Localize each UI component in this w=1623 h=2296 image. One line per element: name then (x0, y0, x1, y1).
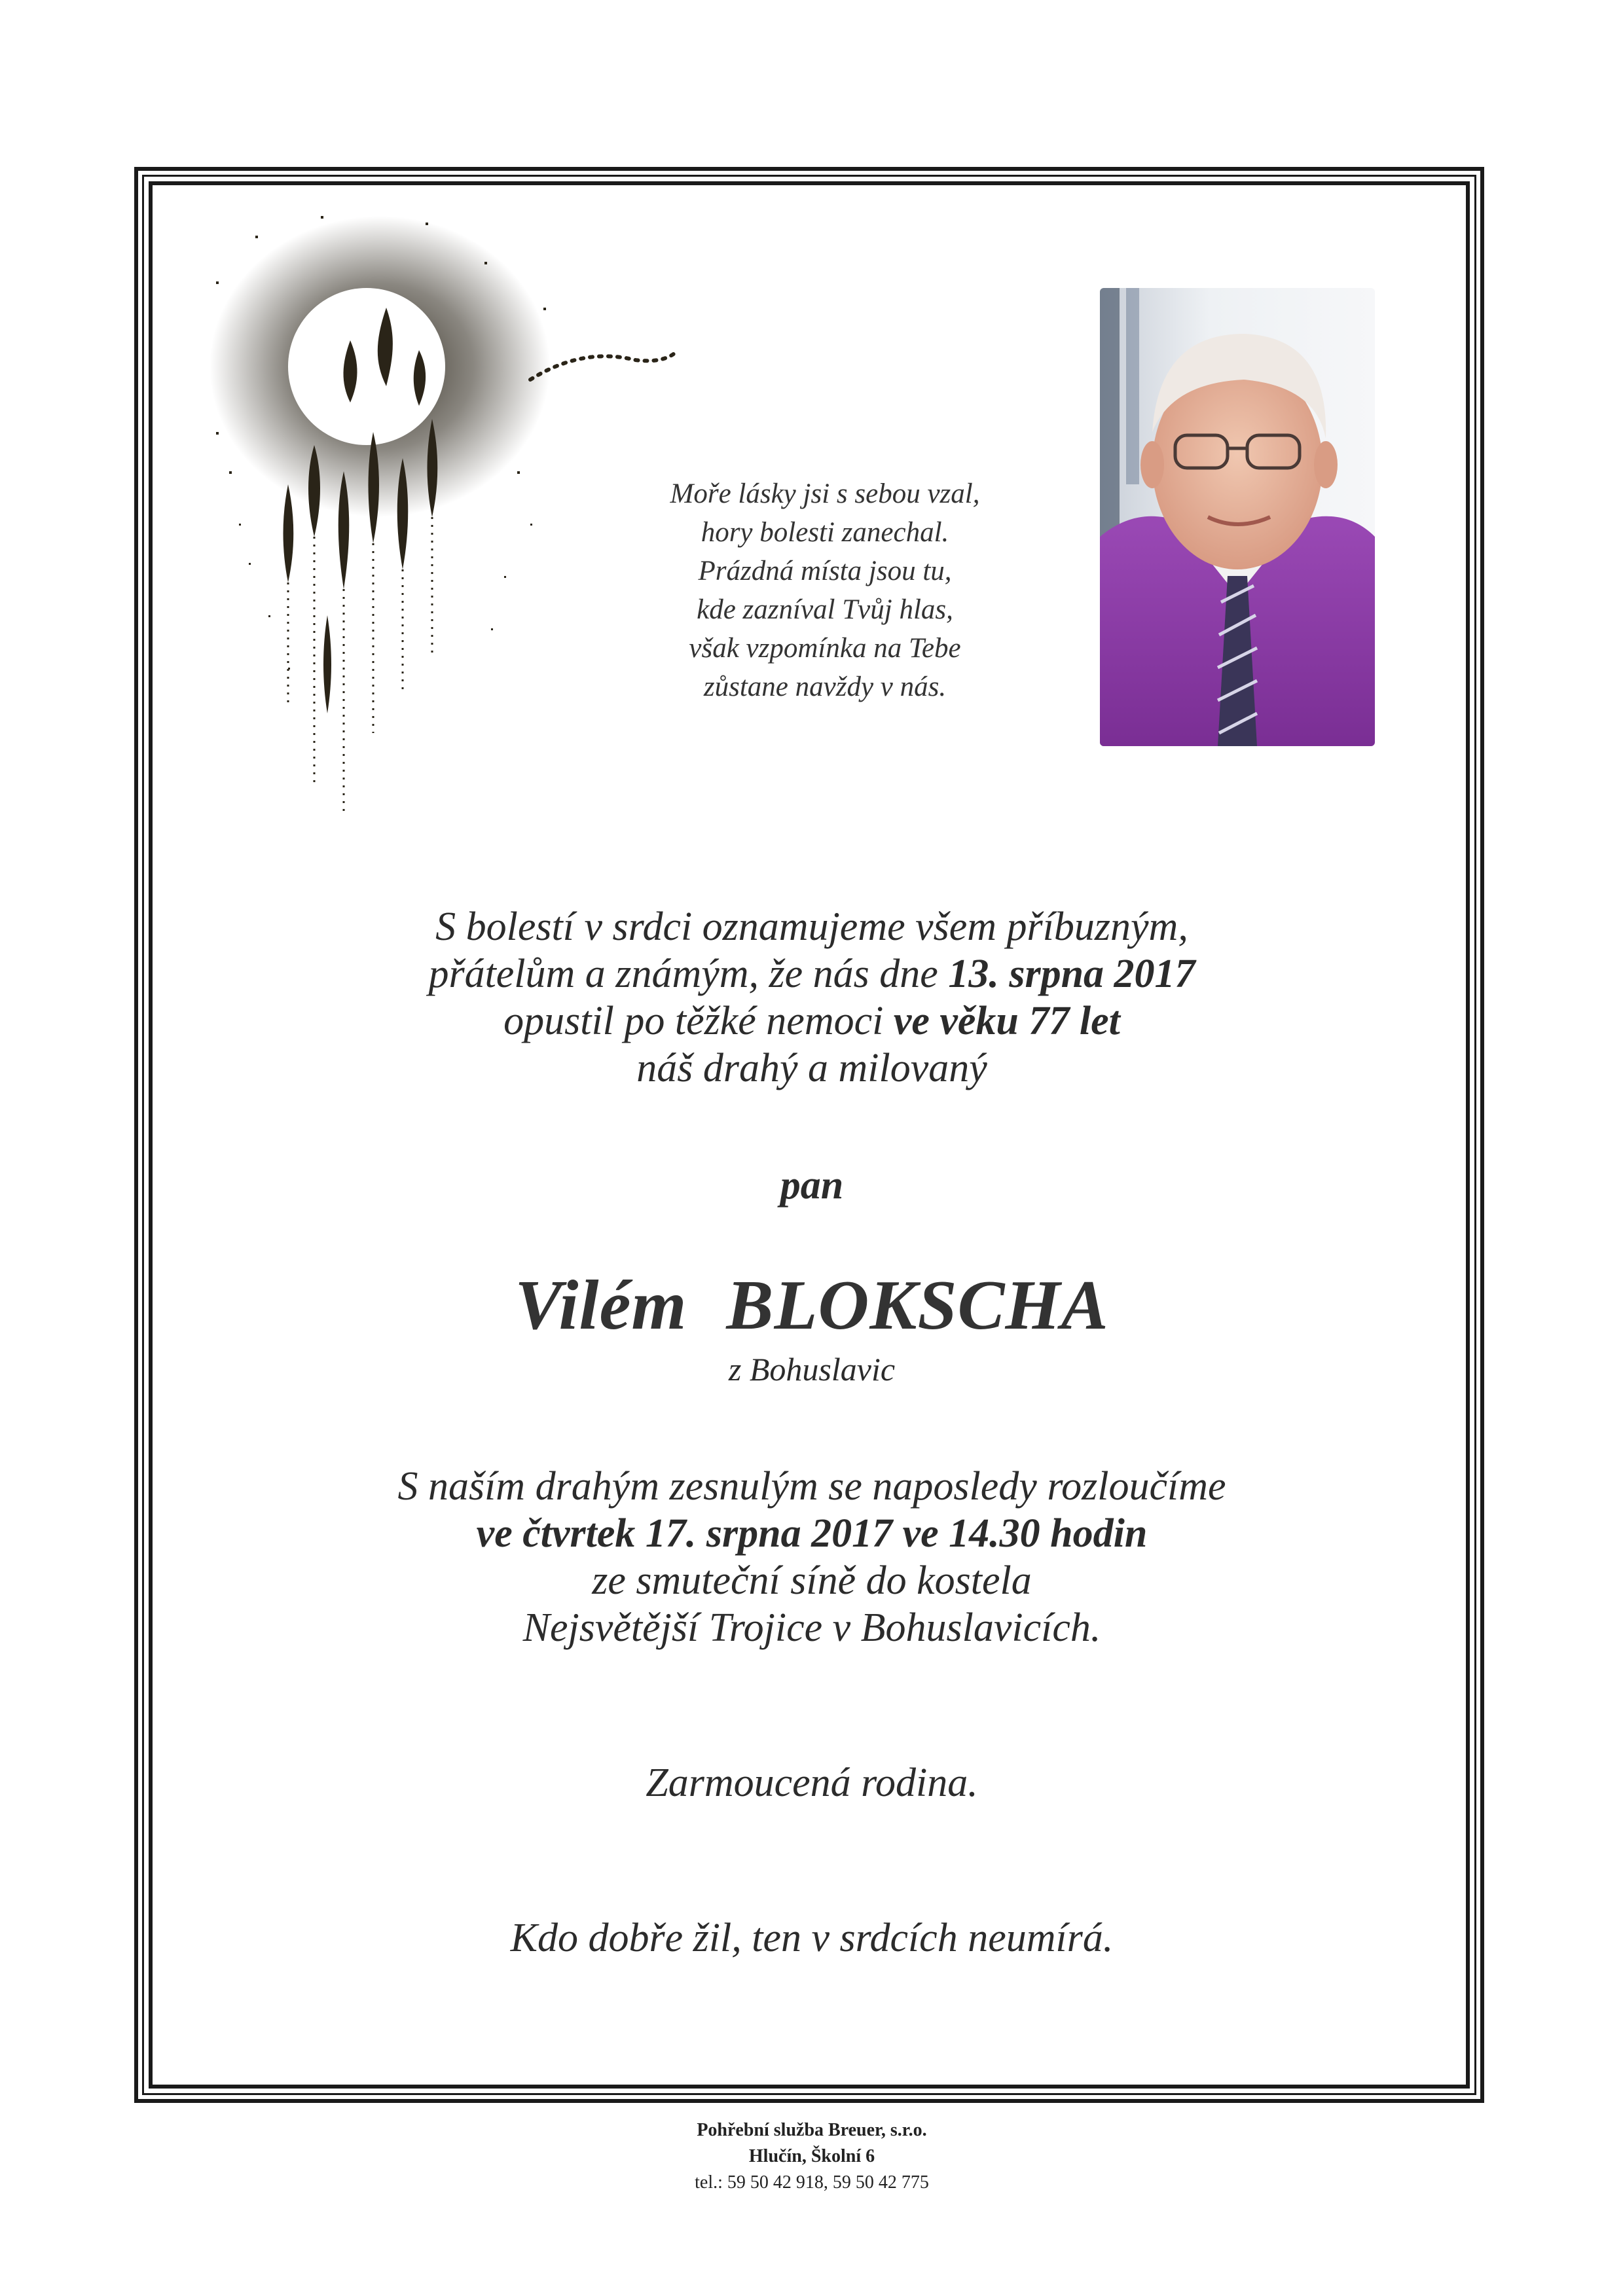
funeral-date-time: ve čtvrtek 17. srpna 2017 ve 14.30 hodin (476, 1511, 1148, 1556)
funeral-line: Nejsvětější Trojice v Bohuslavicích. (522, 1605, 1101, 1650)
footer-address: Hlučín, Školní 6 (748, 2146, 875, 2166)
funeral-datetime (196, 1510, 1427, 1557)
funeral-line: ze smuteční síně do kostela (592, 1558, 1032, 1603)
deceased-name (196, 1266, 1427, 1345)
announcement-line: S bolestí v srdci oznamujeme všem příbuzným, (435, 905, 1188, 949)
funeral-line: S naším drahým zesnulým se naposledy rozloučíme (397, 1464, 1226, 1509)
poem-line: však vzpomínka na Tebe (689, 633, 961, 664)
funeral-details (196, 1463, 1427, 1651)
announcement-text: přátelům a známým, že nás dne (428, 952, 949, 996)
announcement-line (196, 997, 1427, 1045)
poem-line: kde zazníval Tvůj hlas, (697, 594, 953, 625)
footer-phones: tel.: 59 50 42 918, 59 50 42 775 (695, 2172, 929, 2193)
family-signature: Zarmoucená rodina. (646, 1761, 978, 1805)
surname: BLOKSCHA (726, 1266, 1109, 1344)
death-date: 13. srpna 2017 (948, 952, 1195, 996)
footer-company: Pohřební služba Breuer, s.r.o. (697, 2120, 927, 2140)
announcement-line: náš drahý a milovaný (636, 1046, 987, 1090)
title-word: pan (780, 1163, 844, 1208)
age-at-death: ve věku 77 let (893, 999, 1120, 1043)
portrait-photo (1100, 288, 1375, 746)
announcement-line (196, 950, 1427, 997)
announcement (196, 903, 1427, 1092)
poem-line: hory bolesti zanechal. (701, 517, 949, 548)
announcement-text: opustil po těžké nemoci (503, 999, 894, 1043)
poem-line: zůstane navždy v nás. (703, 672, 947, 702)
footer (458, 2117, 1165, 2196)
origin: z Bohuslavic (728, 1351, 896, 1388)
motto: Kdo dobře žil, ten v srdcích neumírá. (510, 1916, 1114, 1960)
poem-line: Moře lásky jsi s sebou vzal, (670, 478, 980, 509)
first-name: Vilém (515, 1266, 687, 1344)
poem (602, 475, 1048, 706)
poem-line: Prázdná místa jsou tu, (698, 556, 952, 586)
